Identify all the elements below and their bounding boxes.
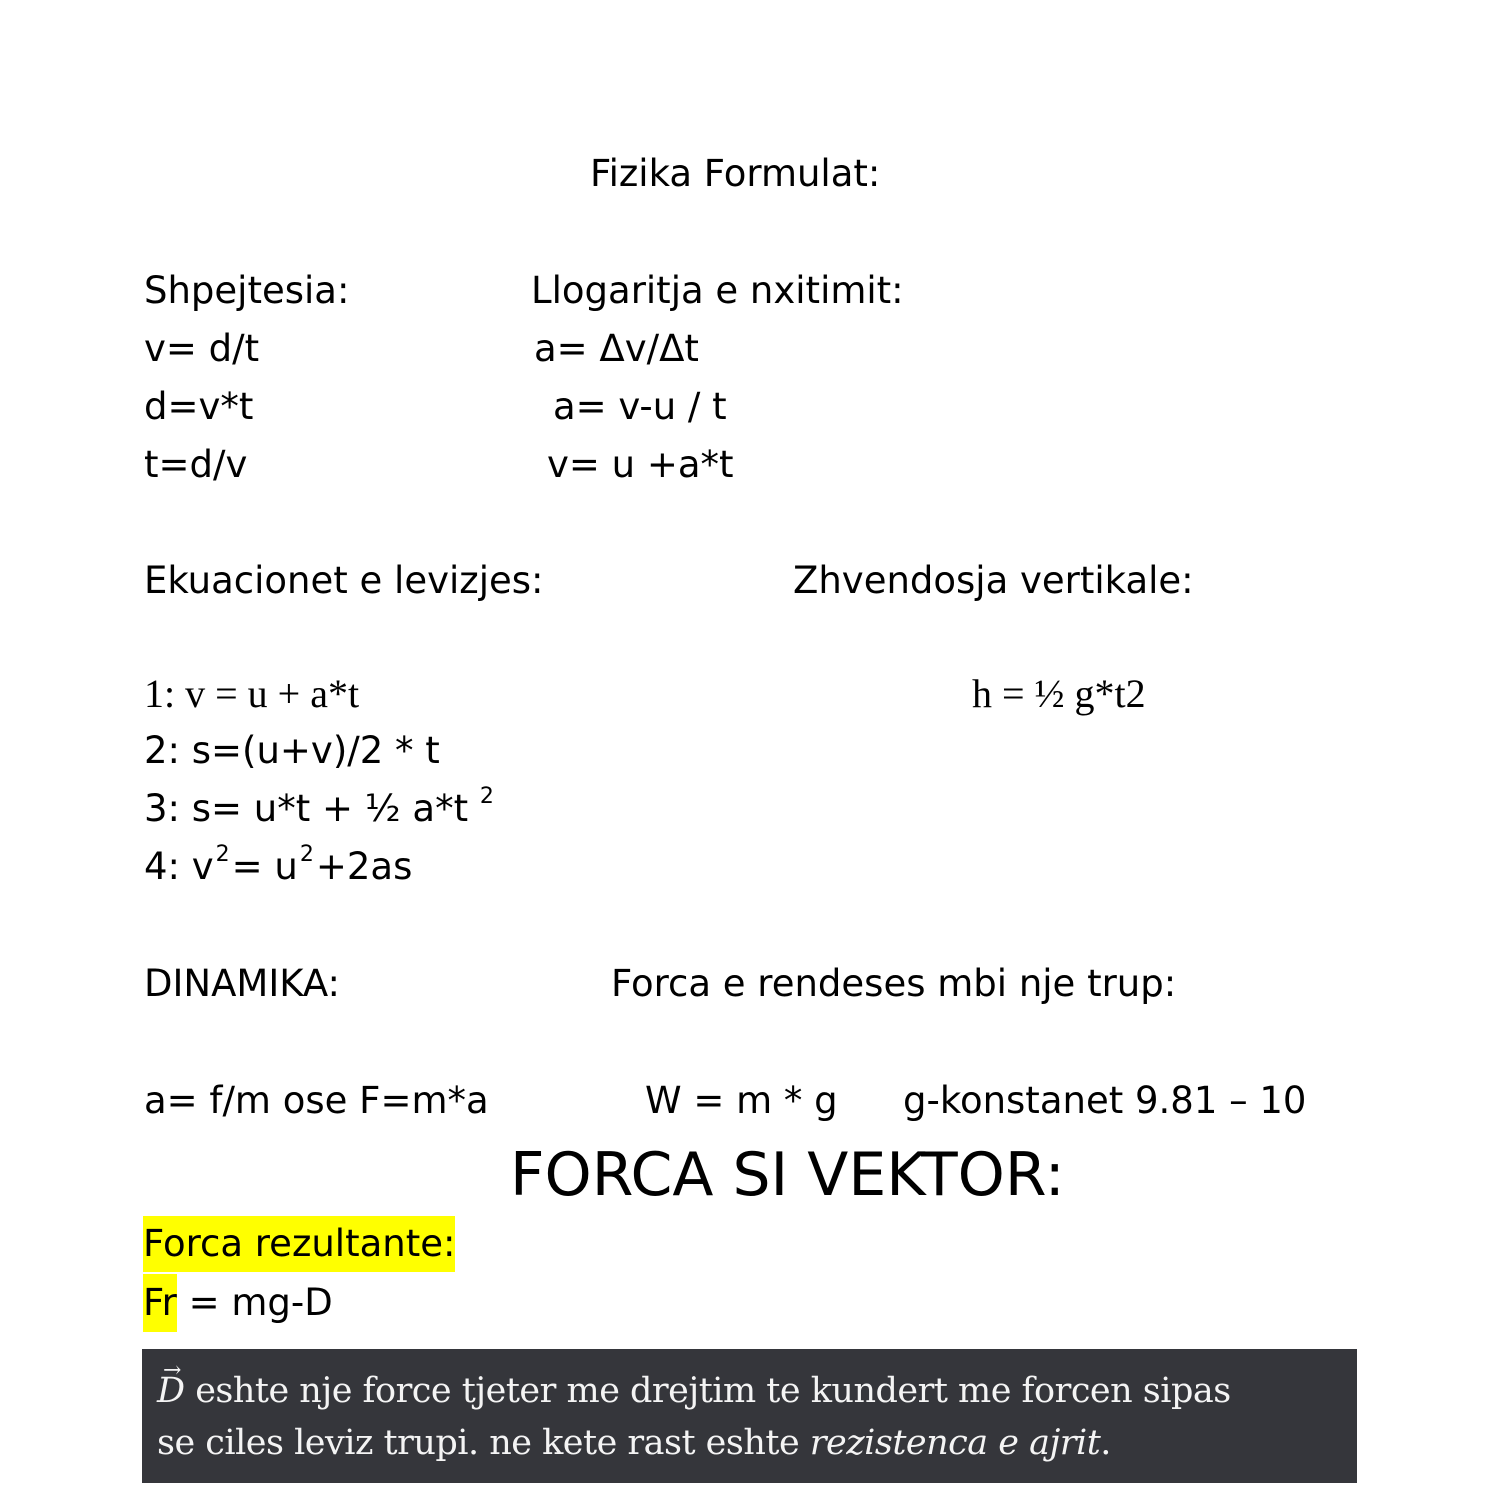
note-italic: rezistenca e ajrit bbox=[809, 1423, 1101, 1463]
speed-formula: v= d/t bbox=[144, 327, 260, 370]
d-vector-symbol: → D bbox=[157, 1365, 185, 1417]
resultant-formula bbox=[143, 1274, 333, 1332]
vertical-heading: Zhvendosja vertikale: bbox=[793, 559, 1194, 602]
note-text: eshte nje force tjeter me drejtim te kundert me forcen sipas bbox=[184, 1371, 1231, 1411]
fr-symbol: Fr bbox=[143, 1274, 177, 1332]
eq3-text: 3: s= u*t + ½ a*t bbox=[144, 787, 469, 830]
motion-eq3 bbox=[144, 784, 494, 831]
note-text: se ciles leviz trupi. ne kete rast eshte bbox=[157, 1423, 810, 1463]
note-box bbox=[142, 1349, 1357, 1483]
g-constant: g-konstanet 9.81 – 10 bbox=[903, 1079, 1307, 1122]
note-line-1 bbox=[157, 1365, 1357, 1417]
eq3-exponent: 2 bbox=[479, 784, 494, 809]
newton-formula: a= f/m ose F=m*a bbox=[144, 1079, 489, 1122]
motion-eq4 bbox=[144, 842, 413, 889]
acceleration-formula: a= Δv/Δt bbox=[534, 327, 699, 370]
weight-formula: W = m * g bbox=[645, 1079, 838, 1122]
vertical-formula: h = ½ g*t2 bbox=[972, 671, 1146, 716]
eq4-exponent: 2 bbox=[215, 842, 230, 867]
page-title: Fizika Formulat: bbox=[590, 152, 881, 195]
speed-formula: d=v*t bbox=[144, 385, 254, 428]
acceleration-formula: v= u +a*t bbox=[547, 443, 734, 486]
motion-eq2: 2: s=(u+v)/2 * t bbox=[144, 729, 440, 772]
eq4-exponent: 2 bbox=[299, 842, 314, 867]
acceleration-heading: Llogaritja e nxitimit: bbox=[531, 269, 904, 312]
vector-heading: FORCA SI VEKTOR: bbox=[510, 1140, 1065, 1210]
eq4-v: 4: v bbox=[144, 845, 214, 888]
note-text: . bbox=[1100, 1423, 1111, 1463]
dynamics-heading: DINAMIKA: bbox=[144, 962, 340, 1005]
speed-heading: Shpejtesia: bbox=[144, 269, 350, 312]
speed-formula: t=d/v bbox=[144, 443, 248, 486]
eq4-rest: +2as bbox=[315, 845, 413, 888]
fr-rest: = mg-D bbox=[176, 1281, 333, 1324]
acceleration-formula: a= v-u / t bbox=[553, 385, 727, 428]
note-line-2 bbox=[157, 1417, 1357, 1469]
motion-heading: Ekuacionet e levizjes: bbox=[144, 559, 544, 602]
resultant-label-text: Forca rezultante: bbox=[143, 1216, 455, 1272]
resultant-label bbox=[143, 1216, 455, 1272]
eq4-u: = u bbox=[231, 845, 298, 888]
motion-eq1: 1: v = u + a*t bbox=[144, 671, 360, 716]
gravity-heading: Forca e rendeses mbi nje trup: bbox=[611, 962, 1177, 1005]
